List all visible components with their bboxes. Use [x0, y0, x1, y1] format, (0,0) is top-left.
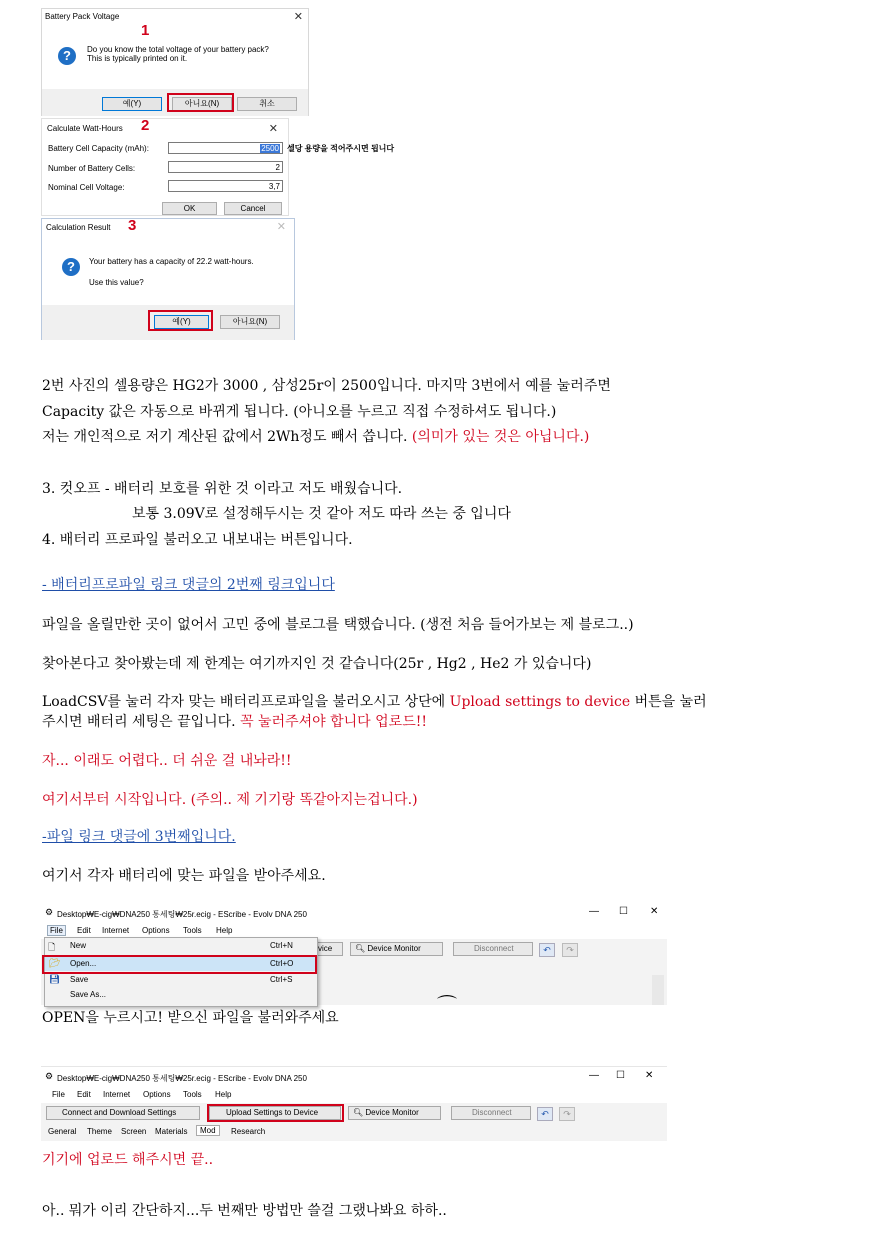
connect-download-button[interactable] — [46, 1106, 200, 1120]
menu-item-save-as[interactable]: Save As... — [70, 990, 107, 999]
close-icon[interactable]: ✕ — [650, 906, 659, 917]
redo-icon[interactable]: ↷ — [562, 943, 578, 957]
open-folder-icon: 📂︎ — [49, 958, 61, 968]
scrollbar[interactable] — [652, 975, 664, 1005]
dialog-calculate-watt-hours — [41, 118, 289, 216]
button-label: Upload Settings to Device — [226, 1108, 319, 1117]
link[interactable]: - 배터리프로파일 링크 댓글의 2번째 링크입니다 — [42, 577, 335, 593]
dialog-title: Calculation Result — [46, 223, 111, 232]
capacity-note: 셀당 용량을 적어주시면 됩니다 — [287, 144, 395, 153]
text-span: 버튼을 눌러 — [634, 694, 707, 710]
voltage-label: Nominal Cell Voltage: — [48, 183, 125, 192]
search-icon: 🔍︎ — [355, 944, 366, 953]
menu-edit[interactable]: Edit — [77, 1090, 91, 1099]
menu-bar — [41, 924, 667, 938]
window-title: Desktop₩E-cig₩DNA250 통세팅₩25r.ecig - EScribe - Evolv DNA 250 — [57, 1074, 307, 1083]
paragraph-red: 기기에 업로드 해주시면 끝.. — [42, 1152, 214, 1168]
escribe-window — [41, 903, 667, 1017]
loading-arc-icon: ⌒ — [437, 995, 457, 1017]
step-number: 3 — [128, 217, 137, 234]
shortcut: Ctrl+S — [270, 975, 293, 984]
link[interactable]: -파일 링크 댓글에 3번째입니다. — [42, 829, 236, 845]
app-icon: ⚙ — [45, 1071, 54, 1081]
menu-item-save[interactable]: Save — [70, 975, 89, 984]
capacity-field[interactable] — [168, 142, 283, 154]
text-span: 저는 개인적으로 저기 계산된 값에서 2Wh정도 빼서 씁니다. — [42, 429, 408, 445]
step-number: 2 — [141, 117, 150, 134]
ok-button[interactable]: OK — [162, 202, 217, 215]
shortcut: Ctrl+O — [270, 959, 294, 968]
escribe-window — [41, 1066, 667, 1142]
dialog-title: Battery Pack Voltage — [45, 12, 120, 21]
close-icon[interactable]: ✕ — [645, 1070, 654, 1081]
tab-materials[interactable]: Materials — [155, 1127, 188, 1136]
search-icon: 🔍︎ — [353, 1108, 364, 1117]
redo-icon[interactable]: ↷ — [559, 1107, 575, 1121]
cancel-button[interactable]: Cancel — [224, 202, 282, 215]
highlight-box — [148, 310, 213, 331]
paragraph — [42, 426, 589, 446]
shortcut: Ctrl+N — [270, 941, 293, 950]
text-span: 주시면 배터리 세팅은 끝입니다. — [42, 714, 236, 730]
device-monitor-button[interactable] — [348, 1106, 441, 1120]
yes-button[interactable]: 예(Y) — [102, 97, 162, 111]
undo-icon[interactable]: ↶ — [537, 1107, 553, 1121]
button-label: Device Monitor — [365, 1108, 419, 1117]
paragraph: 찾아본다고 찾아봤는데 제 한계는 여기까지인 것 같습니다(25r , Hg2 , He2 가 있습니다) — [42, 656, 592, 672]
device-monitor-button[interactable] — [350, 942, 443, 956]
paragraph-red: 여기서부터 시작입니다. (주의.. 제 기기랑 똑같아지는겁니다.) — [42, 792, 418, 808]
text-span: LoadCSV를 눌러 각자 맞는 배터리프로파일을 불러오시고 상단에 — [42, 694, 446, 710]
dialog-message — [87, 45, 269, 63]
result-message: Your battery has a capacity of 22.2 watt-hours. — [89, 257, 254, 266]
paragraph: Capacity 값은 자동으로 바뀌게 됩니다. (아니오를 누르고 직접 수정하셔도 됩니다.) — [42, 404, 557, 420]
tab-mod[interactable]: Mod — [196, 1125, 220, 1136]
capacity-label: Battery Cell Capacity (mAh): — [48, 144, 149, 153]
message-line: Do you know the total voltage of your battery pack? — [87, 45, 269, 54]
highlight-box — [42, 955, 317, 974]
tab-theme[interactable]: Theme — [87, 1127, 112, 1136]
menu-item-new[interactable]: New — [70, 941, 87, 950]
tab-screen[interactable]: Screen — [121, 1127, 147, 1136]
paragraph — [42, 691, 707, 711]
capacity-value: 2500 — [261, 144, 279, 153]
paragraph — [42, 711, 427, 731]
button-label: Device Monitor — [367, 944, 421, 953]
new-file-icon: 🗋 — [48, 942, 56, 952]
paragraph: 파일을 올릴만한 곳이 없어서 고민 중에 블로그를 택했습니다. (생전 처음 들어가보는 제 블로그..) — [42, 617, 634, 633]
menu-tools[interactable]: Tools — [183, 926, 202, 935]
menu-internet[interactable]: Internet — [103, 1090, 131, 1099]
paragraph: 2번 사진의 셀용량은 HG2가 3000 , 삼성25r이 2500입니다. 마지막 3번에서 예를 눌러주면 — [42, 378, 611, 394]
save-icon: 💾︎ — [49, 974, 61, 984]
paragraph: OPEN을 누르시고! 받으신 파일을 불러와주세요 — [42, 1010, 339, 1026]
list-item: 3. 컷오프 - 배터리 보호를 위한 것 이라고 저도 배웠습니다. — [42, 481, 403, 497]
menu-edit[interactable]: Edit — [77, 926, 91, 935]
message-line: This is typically printed on it. — [87, 54, 188, 63]
cells-field[interactable]: 2 — [168, 161, 283, 173]
window-title: Desktop₩E-cig₩DNA250 통세팅₩25r.ecig - EScribe - Evolv DNA 250 — [57, 910, 307, 919]
list-item-sub: 보통 3.09V로 설정해두시는 것 같아 저도 따라 쓰는 중 입니다 — [132, 506, 511, 522]
menu-file[interactable]: File — [47, 925, 66, 936]
question-icon: ? — [62, 258, 80, 276]
text-span-red: 꼭 눌러주셔야 합니다 업로드!! — [240, 714, 427, 730]
minimize-icon[interactable]: — — [589, 906, 599, 917]
menu-item-open[interactable]: Open... — [70, 959, 97, 968]
menu-internet[interactable]: Internet — [102, 926, 130, 935]
voltage-field[interactable]: 3,7 — [168, 180, 283, 192]
paragraph: 아.. 뭐가 이리 간단하지...두 번째만 방법만 쓸걸 그랬나봐요 하하.. — [42, 1203, 447, 1219]
paragraph: 여기서 각자 배터리에 맞는 파일을 받아주세요. — [42, 868, 326, 884]
close-icon[interactable]: ✕ — [293, 11, 303, 23]
no-button[interactable]: 아니요(N) — [172, 97, 232, 111]
text-span-red: Upload settings to device — [449, 694, 631, 710]
cells-label: Number of Battery Cells: — [48, 164, 136, 173]
close-icon[interactable]: ✕ — [276, 221, 286, 233]
menu-tools[interactable]: Tools — [183, 1090, 202, 1099]
tab-general[interactable]: General — [48, 1127, 77, 1136]
highlight-box — [207, 1104, 344, 1122]
tab-bar — [41, 1125, 667, 1139]
paragraph-red: 자... 이래도 어렵다.. 더 쉬운 걸 내놔라!! — [42, 753, 292, 769]
maximize-icon[interactable]: ☐ — [619, 906, 628, 917]
app-icon: ⚙ — [45, 907, 54, 917]
menu-help[interactable]: Help — [215, 1090, 232, 1099]
highlight-box — [167, 93, 234, 112]
menu-options[interactable]: Options — [142, 926, 170, 935]
question-icon: ? — [58, 47, 76, 65]
minimize-icon[interactable]: — — [589, 1070, 599, 1081]
disconnect-button[interactable] — [451, 1106, 531, 1120]
step-number: 1 — [141, 22, 150, 39]
maximize-icon[interactable]: ☐ — [616, 1070, 625, 1081]
close-icon[interactable]: ✕ — [268, 123, 278, 135]
menu-options[interactable]: Options — [143, 1090, 171, 1099]
cancel-button[interactable]: 취소 — [237, 97, 297, 111]
menu-file[interactable]: File — [52, 1090, 65, 1099]
list-item: 4. 배터리 프로파일 불러오고 내보내는 버튼입니다. — [42, 532, 353, 548]
dialog-title: Calculate Watt-Hours — [47, 124, 123, 133]
menu-bar — [41, 1088, 667, 1102]
partial-button[interactable]: vice — [313, 942, 343, 956]
button-label: Connect and Download Settings — [62, 1108, 177, 1117]
menu-help[interactable]: Help — [216, 926, 233, 935]
button-label: Disconnect — [474, 944, 514, 953]
disconnect-button[interactable] — [453, 942, 533, 956]
result-prompt: Use this value? — [89, 278, 144, 287]
tab-research[interactable]: Research — [231, 1127, 266, 1136]
button-label: Disconnect — [472, 1108, 512, 1117]
no-button[interactable]: 아니요(N) — [220, 315, 280, 329]
yes-button[interactable]: 예(Y) — [154, 315, 209, 329]
undo-icon[interactable]: ↶ — [539, 943, 555, 957]
text-span-red: (의미가 있는 것은 아닙니다.) — [411, 429, 590, 445]
